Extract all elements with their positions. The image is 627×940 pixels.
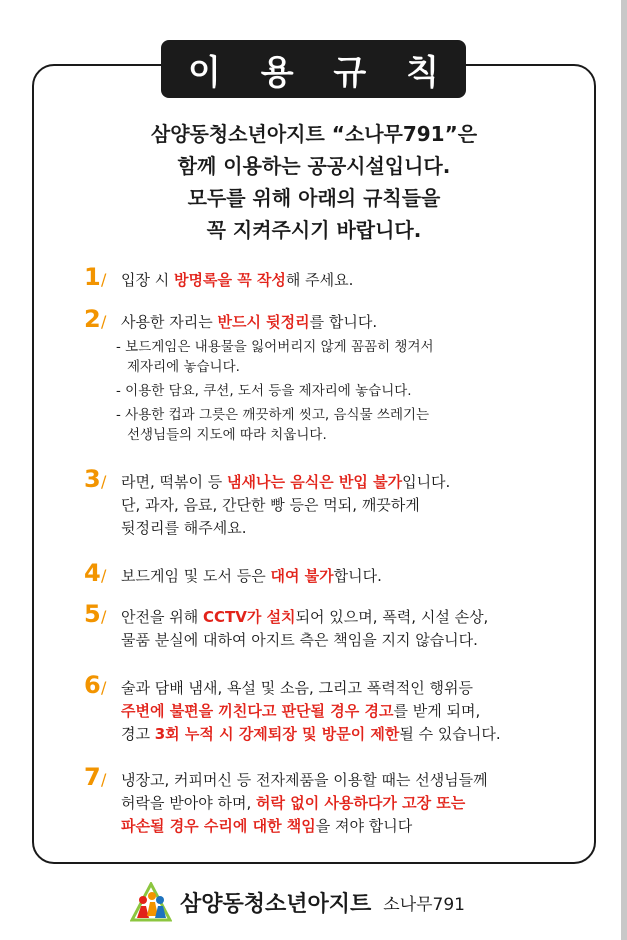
rule-sub-item: - 사용한 컵과 그릇은 깨끗하게 씻고, 음식물 쓰레기는 xyxy=(116,407,430,423)
rule-line: 입장 시 방명록을 꼭 작성해 주세요. xyxy=(121,271,354,289)
rule-sub-item: - 이용한 담요, 쿠션, 도서 등을 제자리에 놓습니다. xyxy=(116,383,412,399)
rule-6 xyxy=(84,671,574,746)
rule-number: 3 xyxy=(84,465,101,493)
rule-line: 경고 3회 누적 시 강제퇴장 및 방문이 제한될 수 있습니다. xyxy=(121,725,501,743)
people-triangle-logo-icon xyxy=(130,882,172,922)
slash-icon: / xyxy=(101,607,107,626)
intro-text xyxy=(40,118,588,246)
intro-line: 모두를 위해 아래의 규칙들을 xyxy=(187,186,441,210)
intro-line: 꼭 지켜주시기 바랍니다. xyxy=(206,218,422,242)
rule-number: 1 xyxy=(84,263,101,291)
slash-icon: / xyxy=(101,270,107,289)
slash-icon: / xyxy=(101,312,107,331)
slash-icon: / xyxy=(101,566,107,585)
rule-sub-item: - 보드게임은 내용물을 잃어버리지 않게 꼼꼼히 챙겨서 xyxy=(116,339,434,355)
rule-line: 단, 과자, 음료, 간단한 빵 등은 먹되, 깨끗하게 xyxy=(121,496,420,514)
slash-icon: / xyxy=(101,472,107,491)
rule-line: 안전을 위해 CCTV가 설치되어 있으며, 폭력, 시설 손상, xyxy=(121,608,489,626)
rule-line: 냉장고, 커피머신 등 전자제품을 이용할 때는 선생님들께 xyxy=(121,771,488,789)
rule-3 xyxy=(84,465,574,540)
right-edge-bar xyxy=(621,0,627,940)
page-title: 이 용 규 칙 xyxy=(161,40,466,98)
slash-icon: / xyxy=(101,678,107,697)
slash-icon: / xyxy=(101,770,107,789)
rule-sub-item: 선생님들의 지도에 따라 치웁니다. xyxy=(127,427,327,443)
rule-number: 7 xyxy=(84,763,101,791)
rule-line: 파손될 경우 수리에 대한 책임을 져야 합니다 xyxy=(121,817,413,835)
footer-org-name: 삼양동청소년아지트 xyxy=(180,891,372,917)
footer-sub-name: 소나무791 xyxy=(383,894,465,915)
rule-1 xyxy=(84,263,574,292)
rule-line: 술과 담배 냄새, 욕설 및 소음, 그리고 폭력적인 행위등 xyxy=(121,679,473,697)
rule-number: 6 xyxy=(84,671,101,699)
rule-sub-list xyxy=(84,337,574,445)
rule-number: 4 xyxy=(84,559,101,587)
rule-line: 사용한 자리는 반드시 뒷정리를 합니다. xyxy=(121,313,378,331)
rule-7 xyxy=(84,763,574,838)
rule-line: 허락을 받아야 하며, 허락 없이 사용하다가 고장 또는 xyxy=(121,794,466,812)
rule-4 xyxy=(84,559,574,588)
intro-line: 삼양동청소년아지트 “소나무791”은 xyxy=(150,122,478,146)
rule-number: 2 xyxy=(84,305,101,333)
rule-line: 물품 분실에 대하여 아지트 측은 책임을 지지 않습니다. xyxy=(121,631,478,649)
rule-5 xyxy=(84,600,574,652)
rule-number: 5 xyxy=(84,600,101,628)
rule-line: 라면, 떡볶이 등 냄새나는 음식은 반입 불가입니다. xyxy=(121,473,451,491)
rule-line: 주변에 불편을 끼친다고 판단될 경우 경고를 받게 되며, xyxy=(121,702,481,720)
footer-logo xyxy=(130,880,465,924)
intro-line: 함께 이용하는 공공시설입니다. xyxy=(177,154,451,178)
rule-line: 보드게임 및 도서 등은 대여 불가합니다. xyxy=(121,567,382,585)
rule-line: 뒷정리를 해주세요. xyxy=(121,519,247,537)
rule-2 xyxy=(84,305,574,445)
rule-sub-item: 제자리에 놓습니다. xyxy=(127,359,240,375)
